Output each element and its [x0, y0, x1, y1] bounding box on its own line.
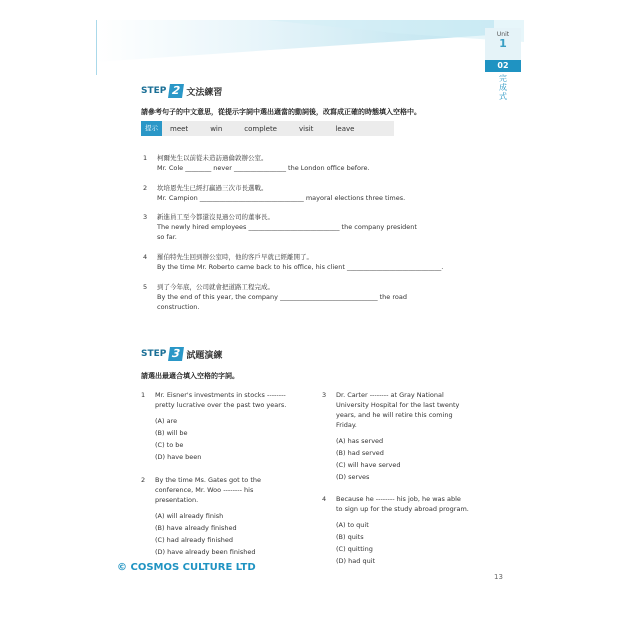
- option-b[interactable]: (B) had served: [336, 449, 384, 457]
- step2-instruction: 請參考句子的中文意思，從提示字詞中選出適當的動詞後，改寫成正確的時態填入空格中。: [141, 108, 421, 116]
- item-number: 4: [143, 253, 148, 261]
- exercise-item: [143, 212, 417, 242]
- question-number: 1: [141, 391, 146, 399]
- left-edge-line: [96, 20, 97, 75]
- option-a[interactable]: (A) to quit: [336, 521, 369, 529]
- option-a[interactable]: (A) are: [155, 417, 178, 425]
- question-stem: pretty lucrative over the past two years.: [155, 401, 287, 409]
- exercise-item: [143, 183, 406, 203]
- hint-word: win: [210, 124, 223, 133]
- item-chinese: 新進員工至今都還沒見過公司的董事長。: [157, 213, 274, 221]
- item-chinese: 柯爾先生以前從未造訪過倫敦辦公室。: [157, 154, 268, 162]
- question-stem: Because he -------- his job, he was able: [336, 495, 461, 503]
- item-english: By the end of this year, the company ______________________________ the road: [157, 293, 407, 301]
- hint-word: leave: [335, 124, 355, 133]
- option-d[interactable]: (D) serves: [336, 473, 370, 481]
- option-b[interactable]: (B) quits: [336, 533, 364, 541]
- question-3: [322, 390, 496, 482]
- question-stem: presentation.: [155, 496, 199, 504]
- item-chinese: 到了今年底，公司就會把道路工程完成。: [157, 283, 274, 291]
- question-stem: years, and he will retire this coming: [336, 411, 453, 419]
- item-english-cont: so far.: [157, 233, 177, 241]
- item-english: Mr. Campion ________________________________ mayoral elections three times.: [157, 194, 406, 202]
- exercise-item: [143, 252, 444, 272]
- item-english: The newly hired employees ____________________________ the company president: [157, 223, 417, 231]
- item-number: 2: [143, 184, 148, 192]
- question-4: [322, 494, 496, 566]
- question-number: 3: [322, 391, 327, 399]
- step3-label: STEP: [141, 349, 167, 359]
- option-c[interactable]: (C) to be: [155, 441, 184, 449]
- item-chinese: 羅伯特先生回到辦公室時，他的客戶早就已經離開了。: [157, 253, 313, 261]
- question-stem: Mr. Eisner's investments in stocks --------: [155, 391, 286, 399]
- step3-heading: [141, 347, 222, 361]
- exercise-item: [143, 282, 407, 312]
- unit-number: 1: [499, 37, 507, 50]
- option-a[interactable]: (A) will already finish: [155, 512, 224, 520]
- step2-number: 2: [168, 84, 184, 98]
- question-stem: Dr. Carter -------- at Gray National: [336, 391, 444, 399]
- question-2: [141, 475, 315, 557]
- hint-box: [141, 121, 394, 136]
- step3-title: 試題演練: [186, 350, 223, 361]
- question-stem: By the time Ms. Gates got to the: [155, 476, 261, 484]
- question-stem: Friday.: [336, 421, 357, 429]
- option-c[interactable]: (C) had already finished: [155, 536, 233, 544]
- step2-title: 文法練習: [186, 87, 223, 98]
- step2-label: STEP: [141, 86, 167, 96]
- item-number: 5: [143, 283, 148, 291]
- copyright-watermark: © COSMOS CULTURE LTD: [117, 562, 256, 573]
- option-b[interactable]: (B) have already finished: [155, 524, 237, 532]
- unit-label: Unit: [496, 31, 510, 38]
- hint-word: visit: [299, 124, 314, 133]
- page-number: 13: [494, 573, 503, 581]
- hint-word: meet: [170, 124, 189, 133]
- option-c[interactable]: (C) quitting: [336, 545, 373, 553]
- unit-sub-number: 02: [485, 60, 521, 72]
- option-c[interactable]: (C) will have served: [336, 461, 401, 469]
- question-stem: University Hospital for the last twenty: [336, 401, 460, 409]
- question-number: 2: [141, 476, 146, 484]
- item-english: By the time Mr. Roberto came back to his office, his client _____________________________.: [157, 263, 444, 271]
- option-d[interactable]: (D) had quit: [336, 557, 376, 565]
- item-number: 3: [143, 213, 148, 221]
- step3-instruction: 請選出最適合填入空格的字詞。: [141, 372, 239, 380]
- option-b[interactable]: (B) will be: [155, 429, 188, 437]
- option-a[interactable]: (A) has served: [336, 437, 384, 445]
- unit-title: 完成式: [499, 74, 507, 101]
- item-english: Mr. Cole ________ never ________________ the London office before.: [157, 164, 370, 172]
- option-d[interactable]: (D) have been: [155, 453, 202, 461]
- step3-number: 3: [168, 347, 184, 361]
- exercise-item: [143, 153, 370, 173]
- question-stem: conference, Mr. Woo -------- his: [155, 486, 254, 494]
- item-number: 1: [143, 154, 148, 162]
- question-number: 4: [322, 495, 327, 503]
- hint-word: complete: [244, 124, 277, 133]
- question-stem: to sign up for the study abroad program.: [336, 505, 469, 513]
- hint-label: 提示: [141, 121, 162, 136]
- item-english-cont: construction.: [157, 303, 200, 311]
- step2-heading: [141, 84, 222, 98]
- option-d[interactable]: (D) have already been finished: [155, 548, 256, 556]
- item-chinese: 坎培恩先生已經打贏過三次市長選戰。: [157, 184, 268, 192]
- question-1: [141, 390, 315, 462]
